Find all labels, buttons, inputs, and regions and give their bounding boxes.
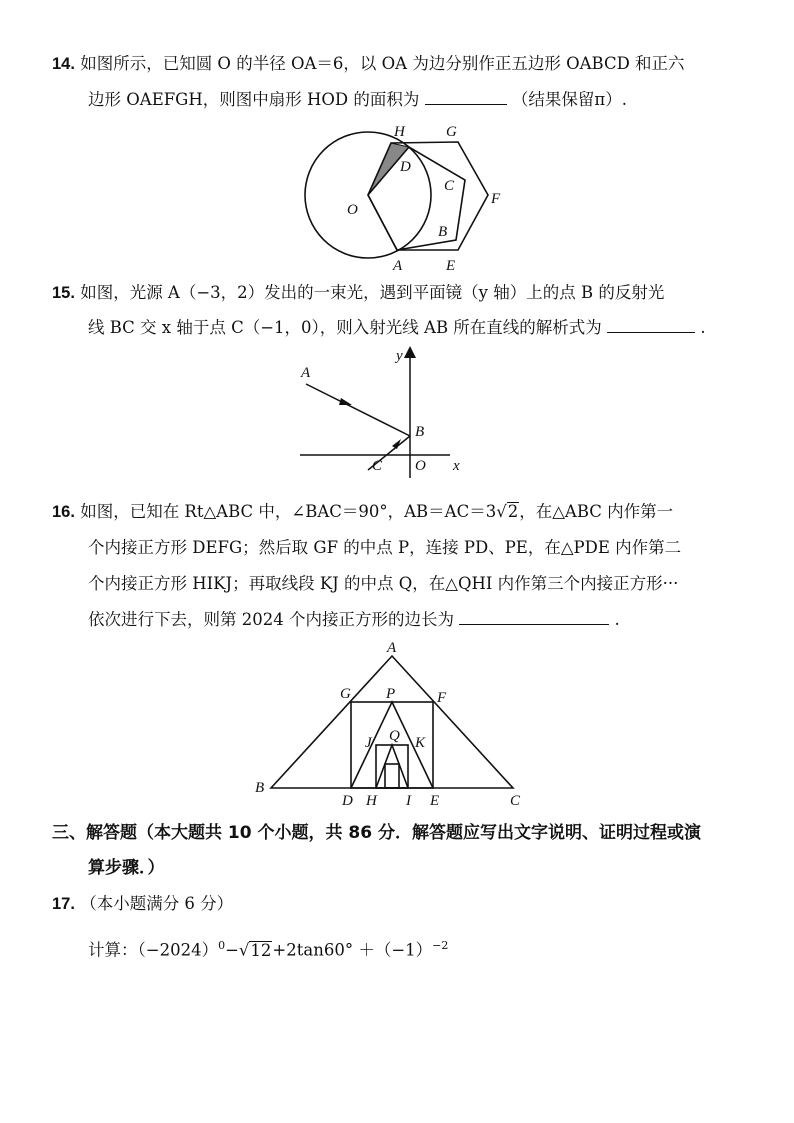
q16-text-line1a: 如图，已知在 Rt△ABC 中，∠BAC＝90°，AB＝AC＝3 <box>80 502 497 521</box>
q15-label-C: C <box>372 458 383 474</box>
q16-label-E: E <box>430 793 440 809</box>
q14-label-F: F <box>491 191 501 207</box>
q17-calc-line <box>88 935 448 962</box>
q16-label-P: P <box>386 686 396 702</box>
q15-number: 15. <box>52 284 75 302</box>
q16-label-F: F <box>437 690 447 706</box>
q16-label-A: A <box>387 640 397 656</box>
q14-text-line1: 如图所示，已知圆 O 的半径 OA＝6，以 OA 为边分别作正五边形 OABCD 和正六 <box>80 54 685 73</box>
q16-triangle-abc <box>271 656 513 788</box>
q16-label-G: G <box>340 686 351 702</box>
q14-text-line2b: （结果保留π）. <box>511 90 627 109</box>
section3-heading-line2: 算步骤．） <box>88 858 165 878</box>
q16-square-hikj <box>376 745 408 788</box>
q15-text-line2a: 线 BC 交 x 轴于点 C（−1，0），则入射光线 AB 所在直线的解析式为 <box>88 318 602 337</box>
q16-label-D: D <box>342 793 353 809</box>
q14-label-E: E <box>446 258 456 274</box>
q14-label-O: O <box>347 202 358 218</box>
section3-heading-line1: 三、解答题（本大题共 10 个小题，共 86 分．解答题应写出文字说明、证明过程或演 <box>52 823 701 843</box>
q14-number: 14. <box>52 55 75 73</box>
q16-text-line4b: . <box>614 610 620 629</box>
q14-label-D: D <box>400 159 411 175</box>
q15-label-B: B <box>415 424 425 440</box>
q17-calc-exp0: 0 <box>218 939 226 952</box>
q16-number: 16. <box>52 503 75 521</box>
q16-text-line2: 个内接正方形 DEFG；然后取 GF 的中点 P，连接 PD、PE，在△PDE 内作第二 <box>88 538 682 557</box>
q16-triangle-qhi <box>376 745 408 788</box>
q17-sqrt-value: 12 <box>250 940 272 960</box>
q15-label-O: O <box>415 458 426 474</box>
q16-text-line1b: ，在△ABC 内作第一 <box>519 502 674 521</box>
q16-text-line4a: 依次进行下去，则第 2024 个内接正方形的边长为 <box>88 610 454 629</box>
q17-sqrt-sign: √ <box>238 940 250 960</box>
q16-label-I: I <box>406 793 411 809</box>
q15-label-x: x <box>453 458 460 474</box>
q16-square-3 <box>385 764 399 788</box>
q14-label-C: C <box>444 178 455 194</box>
q17-calc-exp: −2 <box>432 939 449 952</box>
q16-label-B: B <box>255 780 265 796</box>
q17-calc-a: 计算：（−2024） <box>88 940 219 960</box>
q16-sqrt-value: 2 <box>507 502 519 521</box>
q14-label-G: G <box>446 124 457 140</box>
q14-label-H: H <box>394 124 405 140</box>
q14-text-line2a: 边形 OAEFGH，则图中扇形 HOD 的面积为 <box>88 90 420 109</box>
q14-label-A: A <box>393 258 403 274</box>
q15-text-line2b: . <box>700 318 706 337</box>
q17-calc-c: +2tan60° ＋（−1） <box>272 940 433 960</box>
q16-text-line3: 个内接正方形 HIKJ；再取线段 KJ 的中点 Q，在△QHI 内作第三个内接正方形··· <box>88 574 679 593</box>
q15-label-y: y <box>396 348 403 364</box>
q17-heading: （本小题满分 6 分） <box>80 894 234 913</box>
q17-number: 17. <box>52 895 75 913</box>
q14-label-B: B <box>438 224 448 240</box>
q16-label-H: H <box>366 793 377 809</box>
q16-label-C: C <box>510 793 521 809</box>
q17-heading-line <box>52 893 233 915</box>
q15-label-A: A <box>301 365 311 381</box>
q16-sqrt-sign: √ <box>496 502 507 521</box>
q16-label-Q: Q <box>389 728 400 744</box>
q16-label-J: J <box>365 735 372 751</box>
q15-text-line1: 如图，光源 A（−3，2）发出的一束光，遇到平面镜（y 轴）上的点 B 的反射光 <box>80 283 665 302</box>
q17-calc-b: − <box>225 940 239 960</box>
q16-label-K: K <box>415 735 426 751</box>
